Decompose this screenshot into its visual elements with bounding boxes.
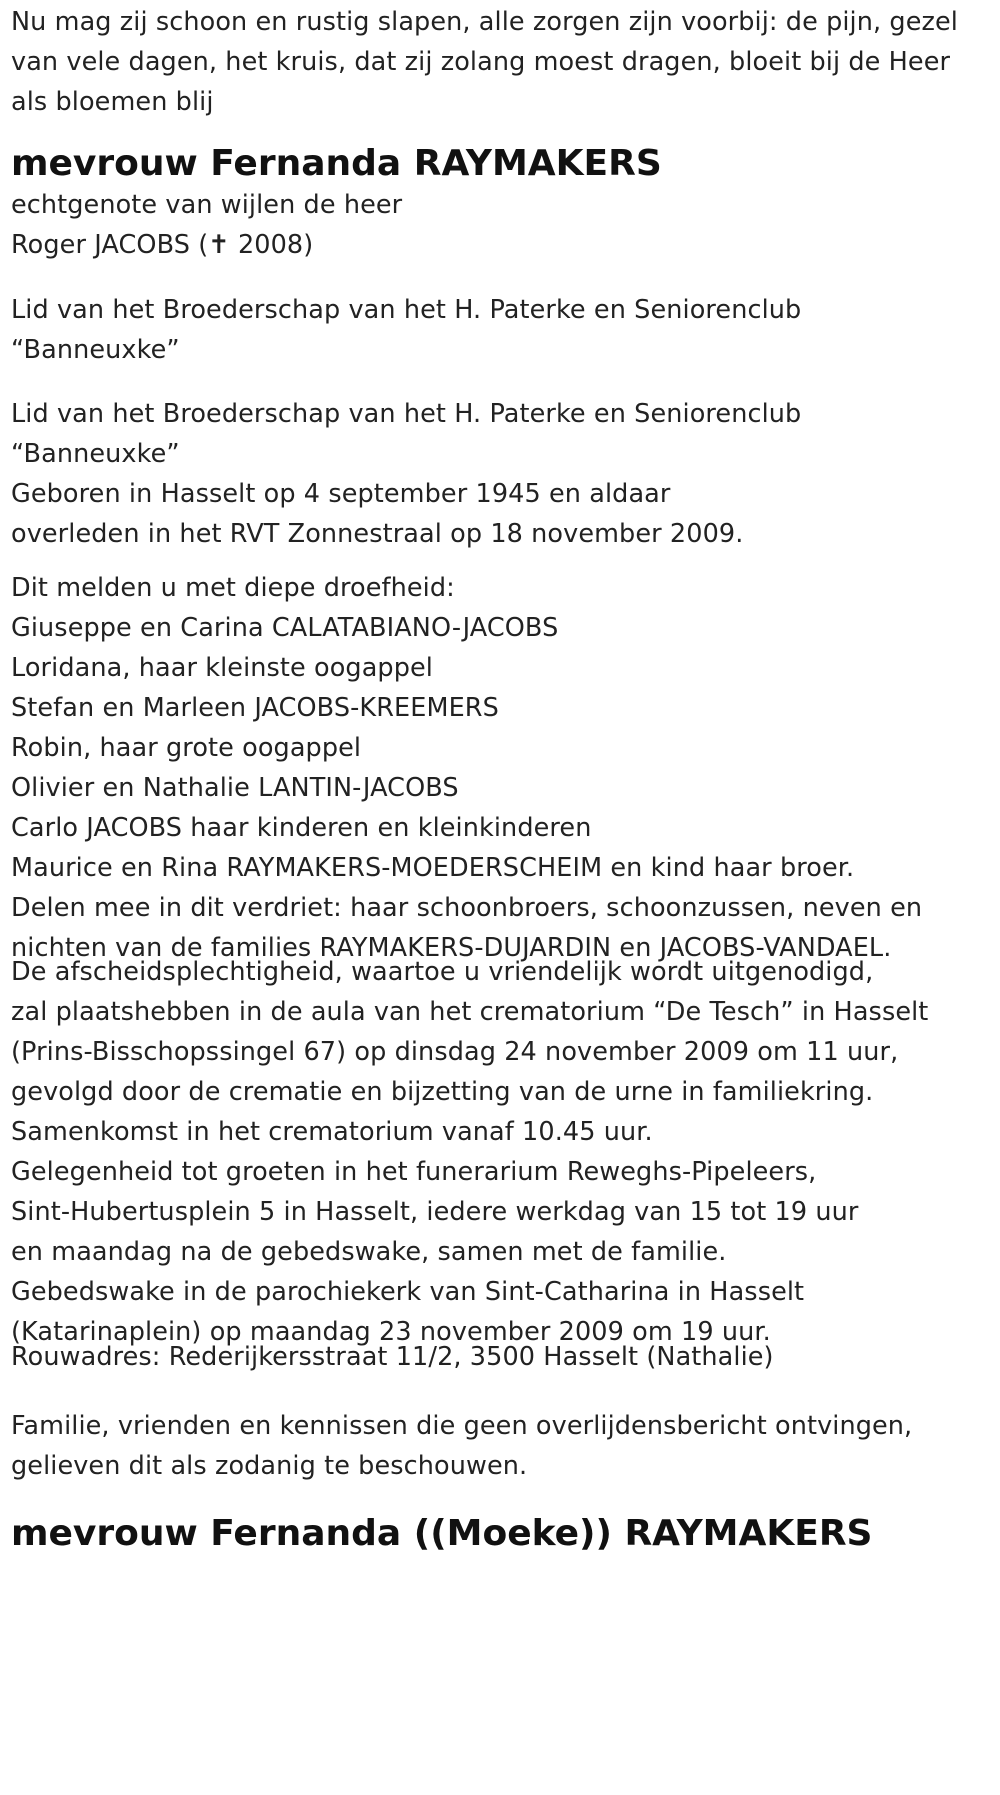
membership-block-1 [11,290,986,370]
family-line: Robin, haar grote oogappel [11,733,362,763]
membership-block-2 [11,394,986,554]
spouse-block [11,185,986,265]
family-line: Delen mee in dit verdriet: haar schoonbroers, schoonzussen, neven en [11,893,923,923]
ceremony-line: zal plaatshebben in de aula van het crematorium “De Tesch” in Hasselt [11,997,929,1027]
ceremony-line: De afscheidsplechtigheid, waartoe u vriendelijk wordt uitgenodigd, [11,957,874,987]
family-block [11,568,986,968]
address-block [11,1337,986,1377]
notice-line: gelieven dit als zodanig te beschouwen. [11,1451,528,1481]
membership-line: “Banneuxke” [11,439,180,469]
spouse-line: echtgenote van wijlen de heer [11,190,403,220]
ceremony-line: Samenkomst in het crematorium vanaf 10.45 uur. [11,1117,653,1147]
ceremony-line: en maandag na de gebedswake, samen met de familie. [11,1237,727,1267]
membership-line: “Banneuxke” [11,335,180,365]
death-line: overleden in het RVT Zonnestraal op 18 november 2009. [11,519,744,549]
ceremony-line: Gebedswake in de parochiekerk van Sint-Catharina in Hasselt [11,1277,805,1307]
footer-name-heading: mevrouw Fernanda ((Moeke)) RAYMAKERS [11,1513,873,1554]
mourning-address: Rouwadres: Rederijkersstraat 11/2, 3500 Hasselt (Nathalie) [11,1342,774,1372]
poem-line: Nu mag zij schoon en rustig slapen, alle zorgen zijn voorbij: de pijn, gezel [11,7,958,37]
ceremony-line: gevolgd door de crematie en bijzetting van de urne in familiekring. [11,1077,874,1107]
ceremony-line: (Katarinaplein) op maandag 23 november 2009 om 19 uur. [11,1317,771,1347]
ceremony-line: Sint-Hubertusplein 5 in Hasselt, iedere werkdag van 15 tot 19 uur [11,1197,859,1227]
family-line: Maurice en Rina RAYMAKERS-MOEDERSCHEIM en kind haar broer. [11,853,855,883]
poem-line: van vele dagen, het kruis, dat zij zolang moest dragen, bloeit bij de Heer [11,47,951,77]
membership-line: Lid van het Broederschap van het H. Paterke en Seniorenclub [11,399,802,429]
family-line: Giuseppe en Carina CALATABIANO-JACOBS [11,613,559,643]
family-line: Dit melden u met diepe droefheid: [11,573,455,603]
spouse-line: Roger JACOBS (✝ 2008) [11,230,314,260]
family-line: nichten van de families RAYMAKERS-DUJARDIN en JACOBS-VANDAEL. [11,933,892,963]
ceremony-block [11,952,986,1352]
family-line: Loridana, haar kleinste oogappel [11,653,433,683]
deceased-name-heading: mevrouw Fernanda RAYMAKERS [11,143,662,184]
family-line: Olivier en Nathalie LANTIN-JACOBS [11,773,459,803]
ceremony-line: (Prins-Bisschopssingel 67) op dinsdag 24 november 2009 om 11 uur, [11,1037,899,1067]
deceased-name-heading-block [11,142,986,186]
ceremony-line: Gelegenheid tot groeten in het funerarium Reweghs-Pipeleers, [11,1157,817,1187]
footer-heading-block [11,1512,986,1556]
notice-line: Familie, vrienden en kennissen die geen overlijdensbericht ontvingen, [11,1411,913,1441]
poem-block [11,2,986,122]
family-line: Carlo JACOBS haar kinderen en kleinkinderen [11,813,592,843]
birth-line: Geboren in Hasselt op 4 september 1945 en aldaar [11,479,671,509]
family-line: Stefan en Marleen JACOBS-KREEMERS [11,693,499,723]
notice-block [11,1406,986,1486]
membership-line: Lid van het Broederschap van het H. Paterke en Seniorenclub [11,295,802,325]
poem-line: als bloemen blij [11,87,214,117]
